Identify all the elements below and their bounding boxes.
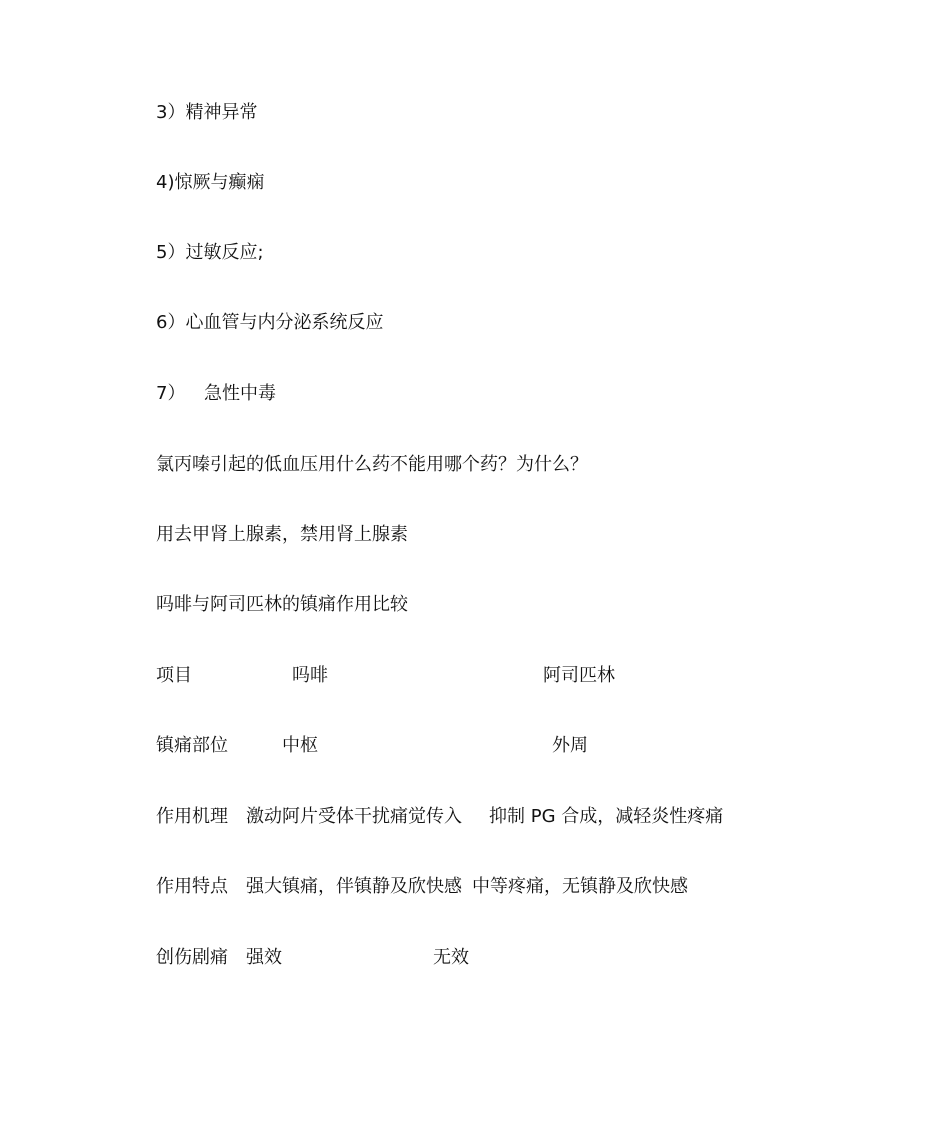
comparison-heading: 吗啡与阿司匹林的镇痛作用比较: [156, 594, 408, 615]
table-cell: 作用特点: [156, 876, 228, 897]
table-cell: 镇痛部位: [156, 735, 228, 756]
table-cell: 作用机理: [156, 806, 228, 827]
list-item-5: 5）过敏反应;: [156, 242, 264, 263]
table-cell: 无效: [433, 947, 469, 968]
table-cell: 吗啡: [292, 665, 328, 686]
table-cell: 创伤剧痛: [156, 947, 228, 968]
table-cell: 强效: [246, 947, 282, 968]
list-item-4: 4)惊厥与癫痫: [156, 172, 265, 193]
list-item-7-number: 7）: [156, 383, 186, 404]
list-item-6: 6）心血管与内分泌系统反应: [156, 312, 384, 333]
table-cell: 阿司匹林: [543, 665, 615, 686]
table-cell: 激动阿片受体干扰痛觉传入: [246, 806, 462, 827]
question-text: 氯丙嗪引起的低血压用什么药不能用哪个药？为什么？: [156, 454, 588, 475]
table-cell: 中等疼痛，无镇静及欣快感: [472, 876, 688, 897]
table-cell: 强大镇痛，伴镇静及欣快感: [246, 876, 462, 897]
list-item-3: 3）精神异常: [156, 102, 258, 123]
table-cell: 中枢: [282, 735, 318, 756]
list-item-7-text: 急性中毒: [204, 383, 276, 404]
table-cell: 外周: [552, 735, 588, 756]
answer-text: 用去甲肾上腺素，禁用肾上腺素: [156, 524, 408, 545]
table-cell: 抑制 PG 合成，减轻炎性疼痛: [489, 806, 724, 827]
table-cell: 项目: [156, 665, 192, 686]
